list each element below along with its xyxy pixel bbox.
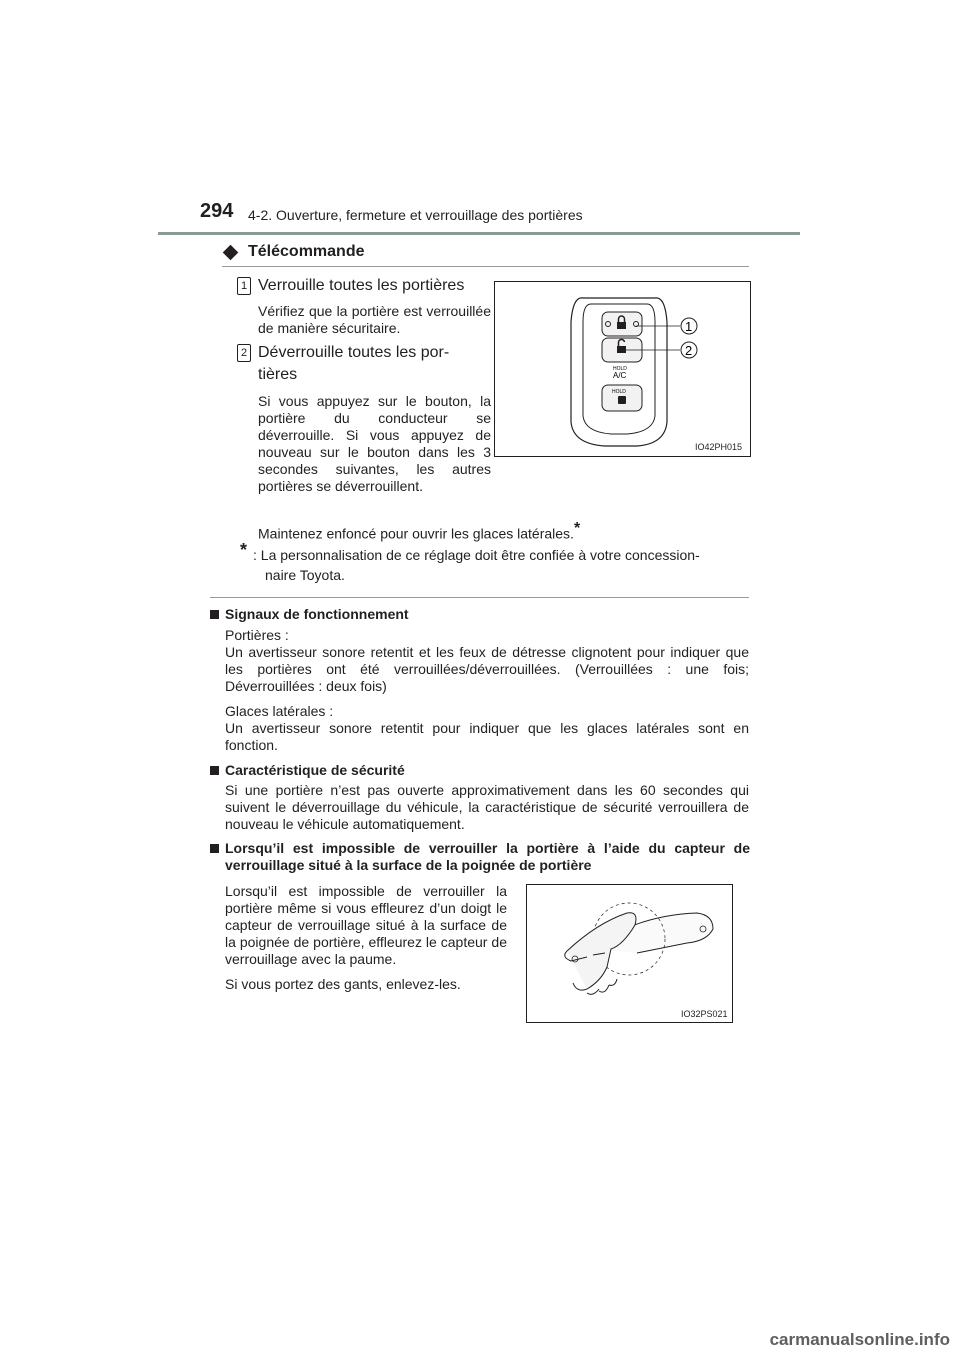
hold-label-2: HOLD <box>612 389 626 395</box>
footnote-line-2: naire Toyota. <box>265 567 345 583</box>
hold-note-text: Maintenez enfoncé pour ouvrir les glaces latérales. <box>258 525 574 542</box>
callout-2: 2 <box>685 343 693 358</box>
security-text: Si une portière n’est pas ouverte approximativement dans les 60 secondes qui suivent le déverrouillage du véhicule, la caractéristique de sécurité verrouillera de nouveau le véhicule automatiquement. <box>225 782 749 832</box>
square-bullet-icon <box>210 610 219 619</box>
lock-sensor-gloves: Si vous portez des gants, enlevez-les. <box>225 976 461 992</box>
header-rule <box>158 232 800 235</box>
square-bullet-icon <box>210 766 219 775</box>
item-number-2: 2 <box>237 344 251 362</box>
signals-windows-label: Glaces latérales : <box>225 703 334 719</box>
signals-windows <box>225 703 749 754</box>
page-number: 294 <box>200 200 234 222</box>
remote-key-illustration <box>495 282 750 456</box>
figure-code-remote: IO42PH015 <box>695 442 743 452</box>
item-number-1: 1 <box>237 277 251 295</box>
hold-note <box>258 520 748 543</box>
signals-doors <box>225 627 749 695</box>
signals-windows-text: Un avertisseur sonore retentit pour indiquer que les glaces latérales sont en fonction. <box>225 720 749 753</box>
item-2-title <box>258 342 493 386</box>
hand-on-handle-illustration <box>527 885 732 1022</box>
security-heading <box>210 762 750 779</box>
running-header: 4-2. Ouverture, fermeture et verrouillage des portières <box>248 207 583 223</box>
section-divider <box>222 266 749 267</box>
hold-note-asterisk: * <box>573 520 581 537</box>
figure-code-hand: IO32PS021 <box>681 1009 728 1019</box>
square-bullet-icon <box>210 844 219 853</box>
item-1-body: Vérifiez que la portière est verrouillée de manière sécuritaire. <box>258 303 491 336</box>
signals-heading <box>210 606 750 623</box>
hold-label-1: HOLD <box>613 366 627 372</box>
diamond-bullet-icon <box>223 244 239 260</box>
item-1-title: Verrouille toutes les portières <box>258 277 465 294</box>
remote-key-figure <box>494 281 751 457</box>
signals-doors-label: Portières : <box>225 627 289 643</box>
security-heading-text: Caractéristique de sécurité <box>225 762 405 778</box>
item-2-title-line-1: Déverrouille toutes les por- <box>258 344 450 361</box>
section-divider-2 <box>210 597 749 598</box>
lock-sensor-text: Lorsqu’il est impossible de verrouiller la portière même si vous effleurez d’un doigt le capteur de verrouillage situé à la surface de la poignée de portière, effleurez le capteur de verrouillage avec la paume. <box>225 883 507 967</box>
item-2-body: Si vous appuyez sur le bouton, la portière du conducteur se déverrouille. Si vous appuyez de nouveau sur le bouton dans les 3 secondes suivantes, les autres portières se déverrouillent. <box>258 393 491 494</box>
lock-sensor-heading-text: Lorsqu’il est impossible de verrouiller la portière à l’aide du capteur de verrouillage situé à la surface de la poignée de portière <box>225 840 750 873</box>
signals-heading-text: Signaux de fonctionnement <box>225 606 409 622</box>
section-heading <box>222 243 364 261</box>
ac-label: A/C <box>613 371 627 380</box>
footnote-line-1: : La personnalisation de ce réglage doit être confiée à votre concession- <box>253 547 700 563</box>
callout-1: 1 <box>685 319 693 334</box>
watermark: carmanualsonline.info <box>769 1330 950 1349</box>
footnote <box>253 547 750 584</box>
door-handle-figure <box>526 884 733 1023</box>
section-heading-text: Télécommande <box>248 243 365 260</box>
item-2-title-line-2: tières <box>258 366 298 383</box>
lock-sensor-heading <box>210 840 750 874</box>
signals-doors-text: Un avertisseur sonore retentit et les feux de détresse clignotent pour indiquer que les portières ont été verrouillées/déverrouillées. (Verrouillées : une fois; Déverrouillées : deux fois) <box>225 644 749 694</box>
footnote-asterisk: * <box>240 540 248 560</box>
